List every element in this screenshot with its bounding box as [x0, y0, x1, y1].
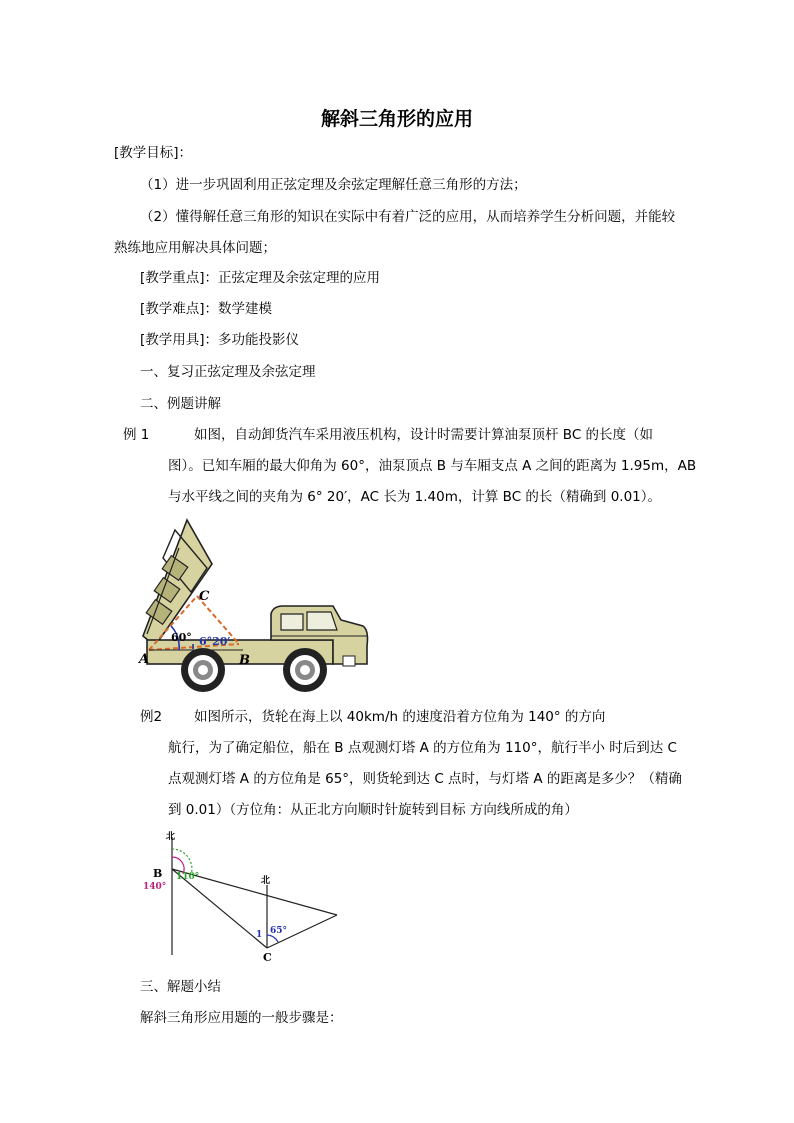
example2-label: 例2 [140, 709, 163, 725]
label-A: A [139, 652, 150, 667]
truck-bed [143, 520, 212, 646]
example1-label: 例 1 [123, 427, 150, 443]
angle-60-label: 60° [171, 631, 192, 644]
label-C: C [199, 589, 210, 604]
example1-line-2: 图）。已知车厢的最大仰角为 60°，油泵顶点 B 与车厢支点 A 之间的距离为 1.95m，AB [168, 458, 697, 474]
angle-6-20-label: 6°20′ [199, 635, 231, 648]
example1-line-3: 与水平线之间的夹角为 6° 20′，AC 长为 1.40m，计算 BC 的长（精确到 0.01）。 [168, 489, 662, 505]
angle-140-label: 140° [143, 882, 167, 892]
tools: [教学用具]：多功能投影仪 [140, 332, 300, 348]
angle-65-label: 65° [270, 926, 288, 936]
point-B-label: B [153, 867, 163, 880]
objective-1: （1）进一步巩固利用正弦定理及余弦定理解任意三角形的方法； [140, 177, 527, 193]
point-C-label: C [263, 951, 272, 964]
page-title: 解斜三角形的应用 [320, 108, 473, 130]
angle-1-label: 1 [256, 930, 263, 940]
label-B: B [239, 653, 250, 668]
key-point: [教学重点]：正弦定理及余弦定理的应用 [140, 270, 381, 286]
example2-line-1: 如图所示，货轮在海上以 40km/h 的速度沿着方位角为 140° 的方向 [194, 709, 606, 725]
objective-2: （2）懂得解任意三角形的知识在实际中有着广泛的应用，从而培养学生分析问题，并能较 [140, 209, 676, 225]
north-label-2: 北 [261, 876, 271, 886]
section-examples: 二、例题讲解 [140, 396, 221, 412]
example2-line-2: 航行，为了确定船位，船在 B 点观测灯塔 A 的方位角为 110°，航行半小 时后到达 C [168, 740, 677, 756]
section-review: 一、复习正弦定理及余弦定理 [140, 364, 316, 380]
difficulty: [教学难点]：数学建模 [140, 301, 273, 317]
objective-2-cont: 熟练地应用解决具体问题； [114, 240, 276, 256]
bearing-figure [140, 825, 345, 965]
section-summary: 三、解题小结 [140, 979, 221, 995]
example2-line-4: 到 0.01）（方位角：从正北方向顺时针旋转到目标 方向线所成的角） [168, 802, 578, 818]
front-wheel [283, 648, 327, 692]
dump-truck-figure [135, 518, 375, 696]
rear-wheel [181, 648, 225, 692]
example1-line-1: 如图，自动卸货汽车采用液压机构，设计时需要计算油泵顶杆 BC 的长度（如 [194, 427, 654, 443]
objectives-heading: [教学目标]： [114, 145, 193, 161]
angle-110-label: 110° [176, 872, 200, 882]
example2-line-3: 点观测灯塔 A 的方位角是 65°，则货轮到达 C 点时，与灯塔 A 的距离是多少？（精确 [168, 771, 682, 787]
summary-text: 解斜三角形应用题的一般步骤是： [140, 1010, 343, 1026]
north-label-1: 北 [166, 832, 176, 842]
